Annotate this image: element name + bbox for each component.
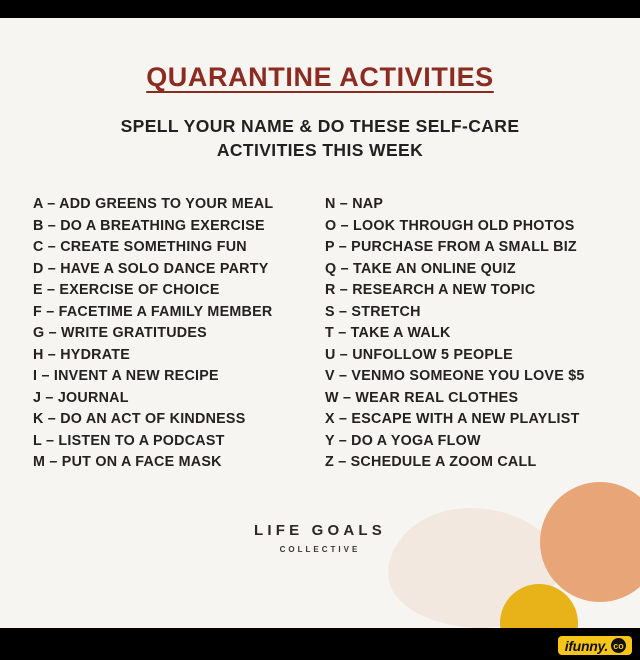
poster-subtitle: SPELL YOUR NAME & DO THESE SELF-CARE ACTIVITIES THIS WEEK <box>120 116 520 160</box>
activities-column-left <box>33 196 291 470</box>
activities-column-right <box>325 196 607 470</box>
list-item: R – RESEARCH A NEW TOPIC <box>325 282 536 299</box>
list-item: Z – SCHEDULE A ZOOM CALL <box>325 454 537 471</box>
poster <box>0 18 640 628</box>
page-title: QUARANTINE ACTIVITIES <box>146 62 494 92</box>
list-item: V – VENMO SOMEONE YOU LOVE $5 <box>325 368 585 385</box>
poster-content <box>0 62 640 554</box>
list-item: M – PUT ON A FACE MASK <box>33 454 222 471</box>
list-item: K – DO AN ACT OF KINDNESS <box>33 411 246 428</box>
ifunny-watermark <box>558 636 632 655</box>
list-item: H – HYDRATE <box>33 346 131 363</box>
list-item: D – HAVE A SOLO DANCE PARTY <box>33 260 269 277</box>
list-item: N – NAP <box>325 196 384 213</box>
list-item: Q – TAKE AN ONLINE QUIZ <box>325 260 516 277</box>
list-item: J – JOURNAL <box>33 389 129 406</box>
list-item: Y – DO A YOGA FLOW <box>325 432 481 449</box>
list-item: X – ESCAPE WITH A NEW PLAYLIST <box>325 411 580 428</box>
list-item: C – CREATE SOMETHING FUN <box>33 239 247 256</box>
list-item: G – WRITE GRATITUDES <box>33 325 207 342</box>
watermark-badge-icon: co <box>611 638 626 653</box>
brand-name: LIFE GOALS <box>254 522 386 540</box>
list-item: W – WEAR REAL CLOTHES <box>325 389 519 406</box>
list-item: T – TAKE A WALK <box>325 325 451 342</box>
list-item: P – PURCHASE FROM A SMALL BIZ <box>325 239 577 256</box>
list-item: S – STRETCH <box>325 303 421 320</box>
brand-block <box>0 522 640 554</box>
watermark-text: ifunny. <box>564 637 608 654</box>
list-item: B – DO A BREATHING EXERCISE <box>33 217 265 234</box>
activities-columns <box>0 196 640 470</box>
list-item: L – LISTEN TO A PODCAST <box>33 432 225 449</box>
list-item: F – FACETIME A FAMILY MEMBER <box>33 303 273 320</box>
list-item: A – ADD GREENS TO YOUR MEAL <box>33 196 274 213</box>
top-letterbox-bar <box>0 0 640 18</box>
list-item: O – LOOK THROUGH OLD PHOTOS <box>325 217 575 234</box>
brand-subtitle: COLLECTIVE <box>279 545 361 555</box>
list-item: E – EXERCISE OF CHOICE <box>33 282 220 299</box>
bottom-letterbox-bar <box>0 628 640 660</box>
list-item: I – INVENT A NEW RECIPE <box>33 368 219 385</box>
list-item: U – UNFOLLOW 5 PEOPLE <box>325 346 513 363</box>
